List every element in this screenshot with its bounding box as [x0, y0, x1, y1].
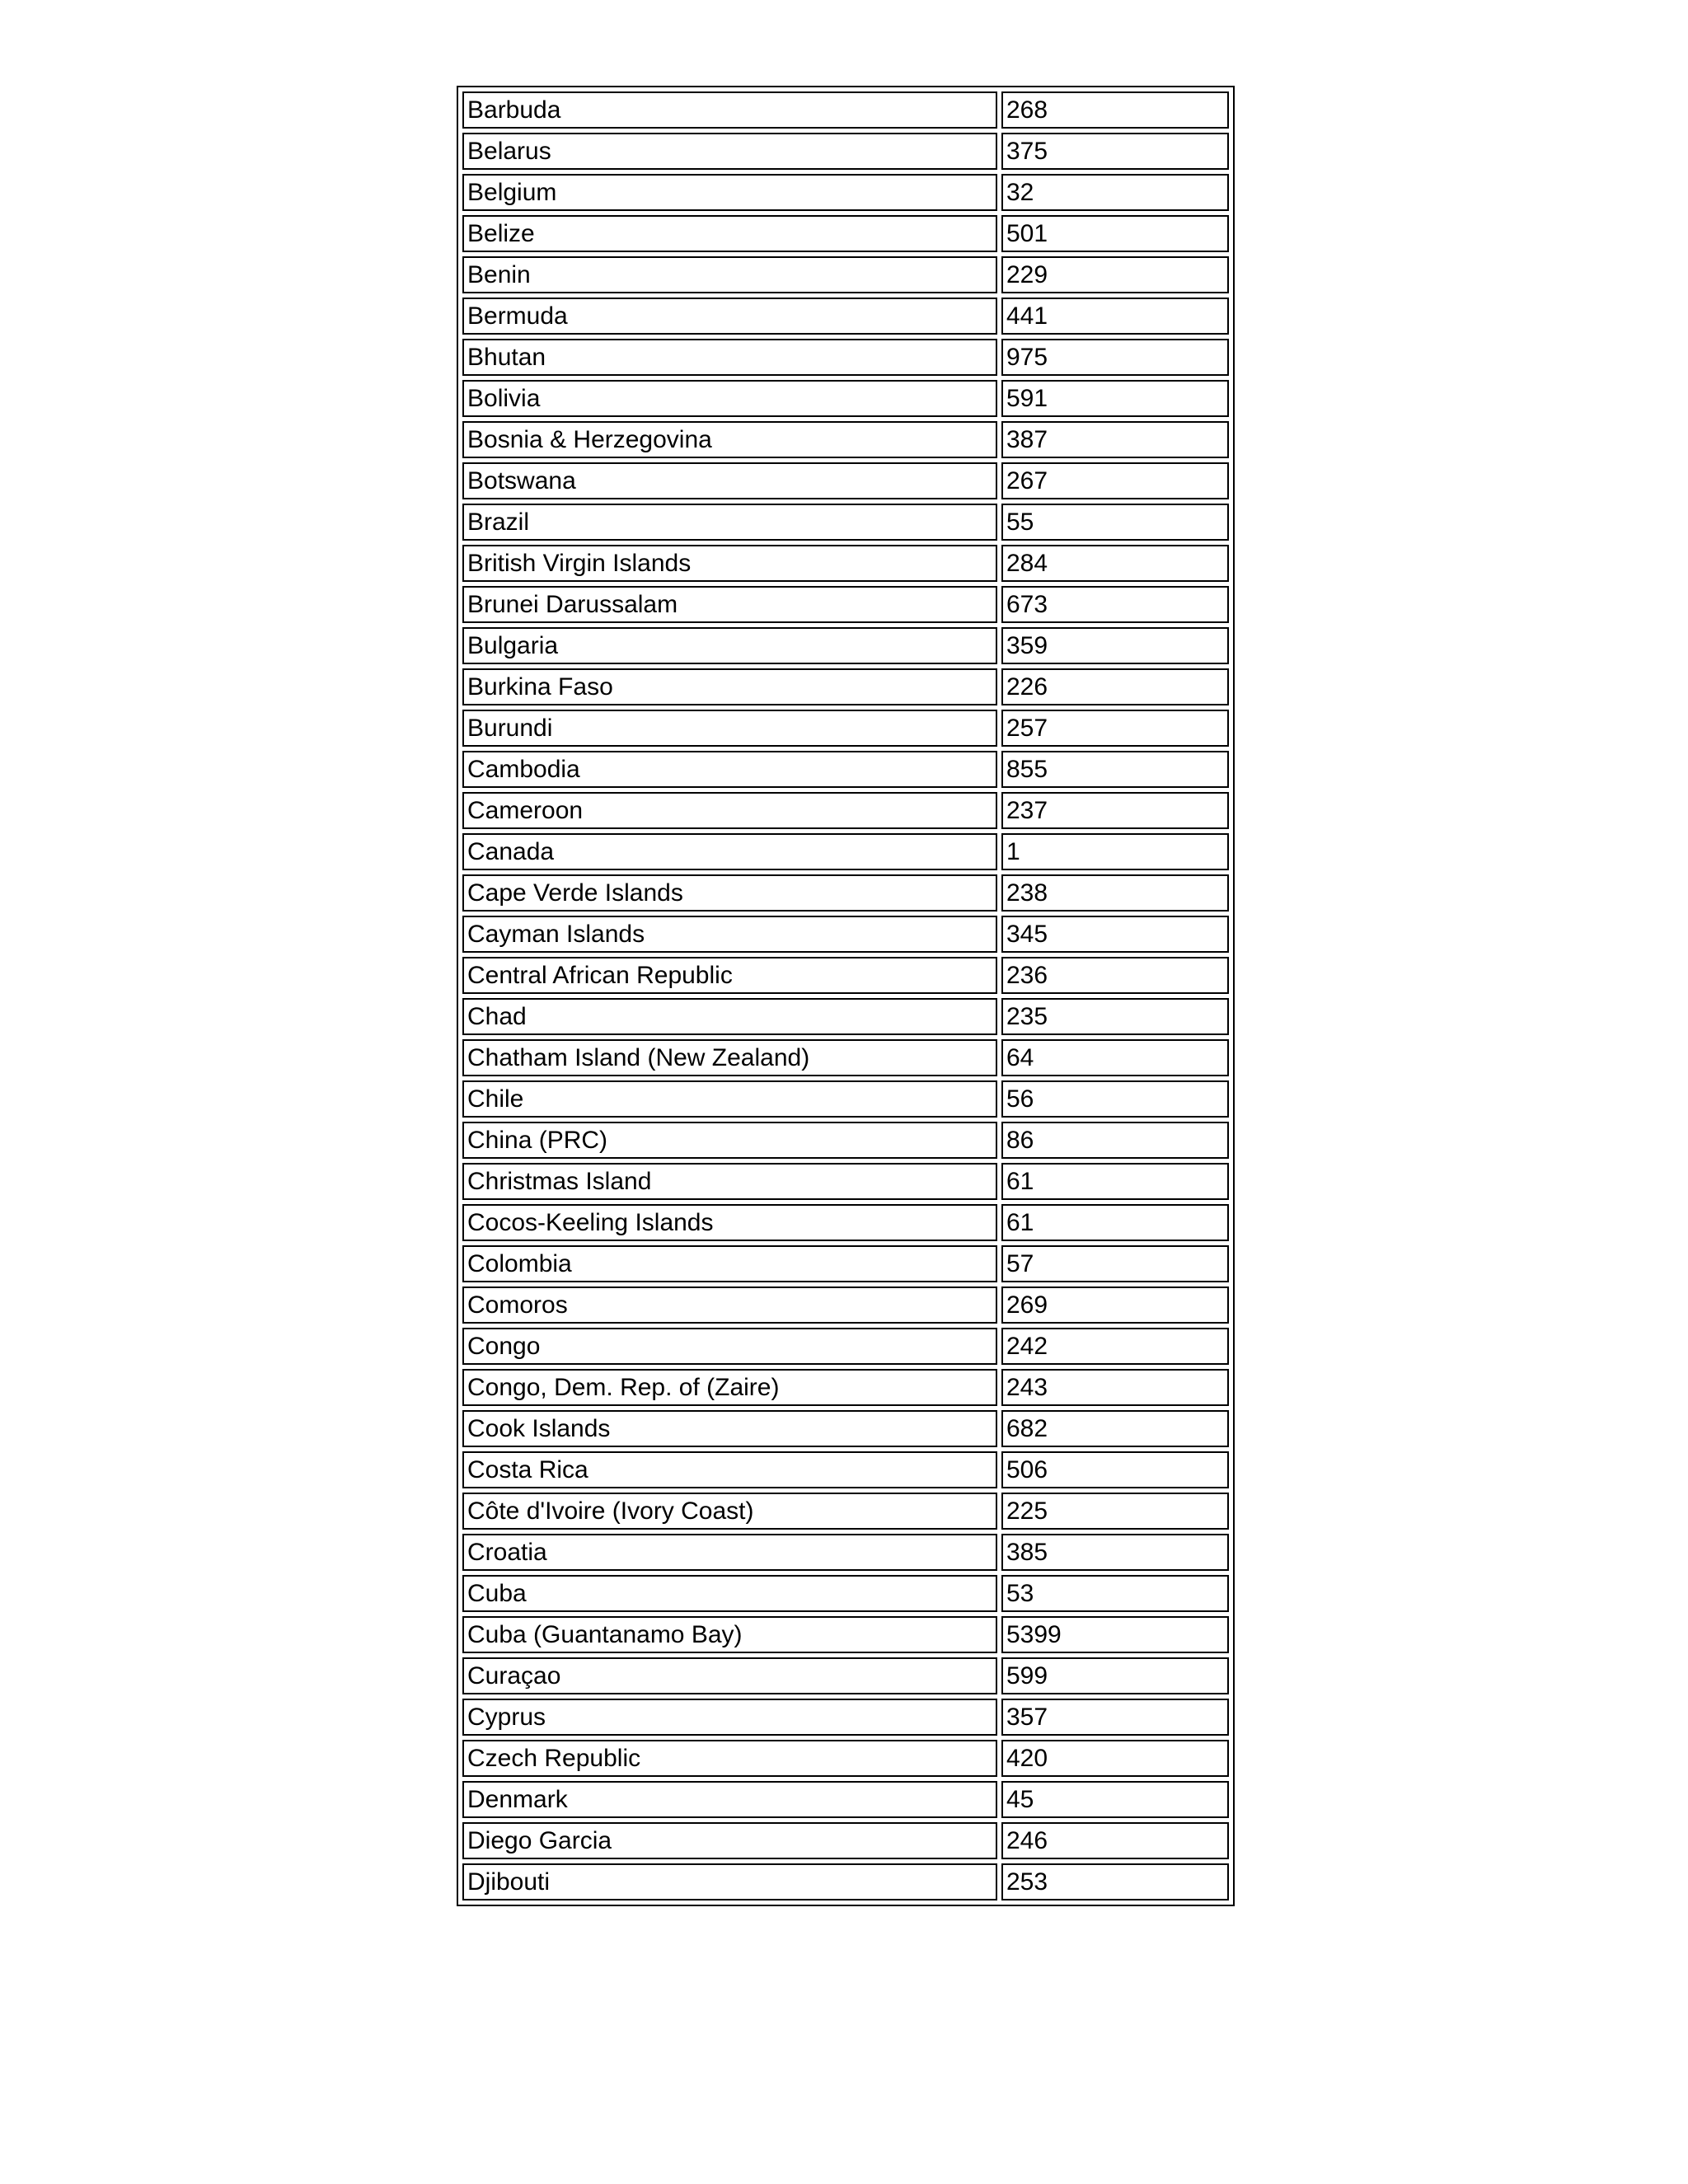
table-row [462, 833, 1229, 870]
table-row [462, 339, 1229, 376]
country-cell: Cook Islands [462, 1410, 997, 1447]
country-cell: Czech Republic [462, 1740, 997, 1777]
country-cell: Costa Rica [462, 1451, 997, 1488]
code-cell: 55 [1001, 504, 1229, 541]
code-cell: 284 [1001, 545, 1229, 582]
country-cell: Côte d'Ivoire (Ivory Coast) [462, 1493, 997, 1530]
code-cell: 441 [1001, 298, 1229, 335]
code-cell: 257 [1001, 710, 1229, 747]
country-cell: Brazil [462, 504, 997, 541]
code-cell: 237 [1001, 792, 1229, 829]
country-cell: British Virgin Islands [462, 545, 997, 582]
code-cell: 61 [1001, 1204, 1229, 1241]
country-cell: Colombia [462, 1245, 997, 1282]
code-cell: 238 [1001, 874, 1229, 912]
table-row [462, 1657, 1229, 1694]
table-row [462, 545, 1229, 582]
table-row [462, 1534, 1229, 1571]
country-cell: Bhutan [462, 339, 997, 376]
code-cell: 682 [1001, 1410, 1229, 1447]
country-cell: Congo [462, 1328, 997, 1365]
country-cell: Christmas Island [462, 1163, 997, 1200]
country-cell: Burundi [462, 710, 997, 747]
code-cell: 45 [1001, 1781, 1229, 1818]
country-cell: Central African Republic [462, 957, 997, 994]
country-cell: Bolivia [462, 380, 997, 417]
country-cell: Denmark [462, 1781, 997, 1818]
country-cell: Belgium [462, 174, 997, 211]
table-row [462, 998, 1229, 1035]
country-cell: Botswana [462, 462, 997, 499]
table-row [462, 668, 1229, 705]
country-cell: Curaçao [462, 1657, 997, 1694]
table-row [462, 1616, 1229, 1653]
table-row [462, 215, 1229, 252]
code-cell: 855 [1001, 751, 1229, 788]
table-row [462, 1286, 1229, 1324]
code-cell: 345 [1001, 916, 1229, 953]
table-row [462, 256, 1229, 293]
country-cell: Brunei Darussalam [462, 586, 997, 623]
code-cell: 375 [1001, 133, 1229, 170]
table-row [462, 1369, 1229, 1406]
country-cell: Cayman Islands [462, 916, 997, 953]
code-cell: 226 [1001, 668, 1229, 705]
code-cell: 267 [1001, 462, 1229, 499]
country-cell: Bosnia & Herzegovina [462, 421, 997, 458]
table-row [462, 710, 1229, 747]
code-cell: 5399 [1001, 1616, 1229, 1653]
table-row [462, 1493, 1229, 1530]
code-cell: 599 [1001, 1657, 1229, 1694]
country-cell: Croatia [462, 1534, 997, 1571]
code-cell: 56 [1001, 1080, 1229, 1118]
country-cell: Diego Garcia [462, 1822, 997, 1859]
country-cell: Cocos-Keeling Islands [462, 1204, 997, 1241]
code-cell: 268 [1001, 91, 1229, 129]
table-row [462, 874, 1229, 912]
code-cell: 269 [1001, 1286, 1229, 1324]
country-cell: Cambodia [462, 751, 997, 788]
table-row [462, 1781, 1229, 1818]
country-cell: Cameroon [462, 792, 997, 829]
country-cell: Bulgaria [462, 627, 997, 664]
table-row [462, 916, 1229, 953]
table-row [462, 1204, 1229, 1241]
table-row [462, 380, 1229, 417]
code-cell: 235 [1001, 998, 1229, 1035]
country-cell: Barbuda [462, 91, 997, 129]
table-row [462, 586, 1229, 623]
table-row [462, 421, 1229, 458]
country-cell: Canada [462, 833, 997, 870]
code-cell: 253 [1001, 1863, 1229, 1900]
country-cell: Burkina Faso [462, 668, 997, 705]
code-cell: 591 [1001, 380, 1229, 417]
country-cell: Cyprus [462, 1699, 997, 1736]
table-row [462, 1163, 1229, 1200]
table-row [462, 1328, 1229, 1365]
table-row [462, 1575, 1229, 1612]
code-cell: 359 [1001, 627, 1229, 664]
table-row [462, 174, 1229, 211]
table-row [462, 133, 1229, 170]
country-cell: Congo, Dem. Rep. of (Zaire) [462, 1369, 997, 1406]
code-cell: 385 [1001, 1534, 1229, 1571]
country-codes-body [462, 91, 1229, 1900]
table-row [462, 298, 1229, 335]
code-cell: 225 [1001, 1493, 1229, 1530]
code-cell: 501 [1001, 215, 1229, 252]
table-row [462, 462, 1229, 499]
country-cell: Cape Verde Islands [462, 874, 997, 912]
table-row [462, 1122, 1229, 1159]
code-cell: 975 [1001, 339, 1229, 376]
table-row [462, 1451, 1229, 1488]
code-cell: 1 [1001, 833, 1229, 870]
code-cell: 243 [1001, 1369, 1229, 1406]
country-cell: Djibouti [462, 1863, 997, 1900]
code-cell: 246 [1001, 1822, 1229, 1859]
code-cell: 506 [1001, 1451, 1229, 1488]
code-cell: 357 [1001, 1699, 1229, 1736]
table-row [462, 1740, 1229, 1777]
code-cell: 229 [1001, 256, 1229, 293]
country-codes-table [457, 86, 1235, 1906]
code-cell: 53 [1001, 1575, 1229, 1612]
country-cell: Comoros [462, 1286, 997, 1324]
country-cell: Benin [462, 256, 997, 293]
table-row [462, 1039, 1229, 1076]
country-cell: Belarus [462, 133, 997, 170]
code-cell: 57 [1001, 1245, 1229, 1282]
country-cell: Chatham Island (New Zealand) [462, 1039, 997, 1076]
code-cell: 242 [1001, 1328, 1229, 1365]
code-cell: 420 [1001, 1740, 1229, 1777]
table-row [462, 1699, 1229, 1736]
country-cell: Chad [462, 998, 997, 1035]
table-row [462, 504, 1229, 541]
table-row [462, 792, 1229, 829]
table-row [462, 627, 1229, 664]
table-row [462, 751, 1229, 788]
country-cell: Chile [462, 1080, 997, 1118]
table-row [462, 1863, 1229, 1900]
table-row [462, 1410, 1229, 1447]
code-cell: 64 [1001, 1039, 1229, 1076]
table-row [462, 957, 1229, 994]
country-cell: China (PRC) [462, 1122, 997, 1159]
table-row [462, 1080, 1229, 1118]
table-row [462, 1245, 1229, 1282]
country-cell: Cuba [462, 1575, 997, 1612]
country-cell: Cuba (Guantanamo Bay) [462, 1616, 997, 1653]
country-cell: Bermuda [462, 298, 997, 335]
code-cell: 387 [1001, 421, 1229, 458]
country-cell: Belize [462, 215, 997, 252]
code-cell: 32 [1001, 174, 1229, 211]
code-cell: 236 [1001, 957, 1229, 994]
table-row [462, 1822, 1229, 1859]
code-cell: 61 [1001, 1163, 1229, 1200]
code-cell: 86 [1001, 1122, 1229, 1159]
code-cell: 673 [1001, 586, 1229, 623]
table-row [462, 91, 1229, 129]
